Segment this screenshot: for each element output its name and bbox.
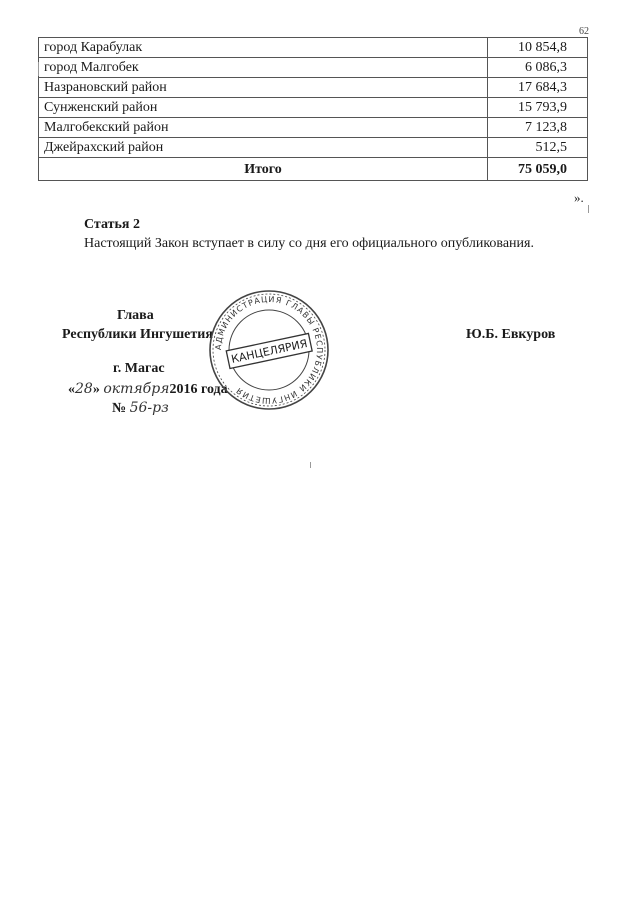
- scan-artifact-dot: [310, 462, 311, 468]
- table-row: [39, 78, 588, 98]
- stamp-center-text: КАНЦЕЛЯРИЯ: [230, 337, 309, 366]
- district-value-cell: 15 793,9: [488, 98, 588, 118]
- date-year: 2016 года: [169, 382, 228, 397]
- district-value-cell: 512,5: [488, 138, 588, 158]
- table-row: [39, 138, 588, 158]
- signature-title-line2: Республики Ингушетия: [62, 327, 213, 342]
- table-row: [39, 98, 588, 118]
- official-seal-stamp: [207, 288, 331, 412]
- closing-quote: ».: [574, 190, 584, 205]
- table-row: [39, 118, 588, 138]
- number-value: 56-рз: [129, 400, 169, 416]
- total-value-cell: 75 059,0: [488, 158, 588, 181]
- district-value-cell: 10 854,8: [488, 38, 588, 58]
- signature-title-line1: Глава: [117, 308, 154, 323]
- district-value-cell: 7 123,8: [488, 118, 588, 138]
- districts-table: [38, 37, 588, 181]
- date-close-quote: »: [92, 382, 100, 397]
- district-name-cell: Джейрахский район: [39, 138, 488, 158]
- number-prefix: №: [112, 401, 127, 416]
- district-name-cell: город Карабулак: [39, 38, 488, 58]
- stamp-ring-text: АДМИНИСТРАЦИЯ ГЛАВЫ РЕСПУБЛИКИ ИНГУШЕТИЯ: [213, 294, 325, 406]
- table-row: [39, 58, 588, 78]
- date-open-quote: «: [68, 382, 75, 397]
- place-of-signing: г. Магас: [113, 361, 165, 376]
- scan-artifact-line: [38, 62, 39, 76]
- article-heading: Статья 2: [84, 217, 140, 232]
- article-text: Настоящий Закон вступает в силу со дня его официального опубликования.: [84, 236, 534, 251]
- district-name-cell: город Малгобек: [39, 58, 488, 78]
- district-name-cell: Малгобекский район: [39, 118, 488, 138]
- total-row: [39, 158, 588, 181]
- total-label-cell: Итого: [39, 158, 488, 181]
- district-name-cell: Сунженский район: [39, 98, 488, 118]
- date-day: 28: [75, 381, 93, 397]
- table-row: [39, 38, 588, 58]
- district-name-cell: Назрановский район: [39, 78, 488, 98]
- signatory-name: Ю.Б. Евкуров: [466, 327, 556, 342]
- document-number: [112, 400, 169, 417]
- district-value-cell: 6 086,3: [488, 58, 588, 78]
- page-number: 62: [579, 26, 589, 37]
- date-month: октября: [103, 381, 170, 397]
- signing-date: [68, 381, 228, 398]
- scan-artifact-line: [588, 205, 589, 213]
- district-value-cell: 17 684,3: [488, 78, 588, 98]
